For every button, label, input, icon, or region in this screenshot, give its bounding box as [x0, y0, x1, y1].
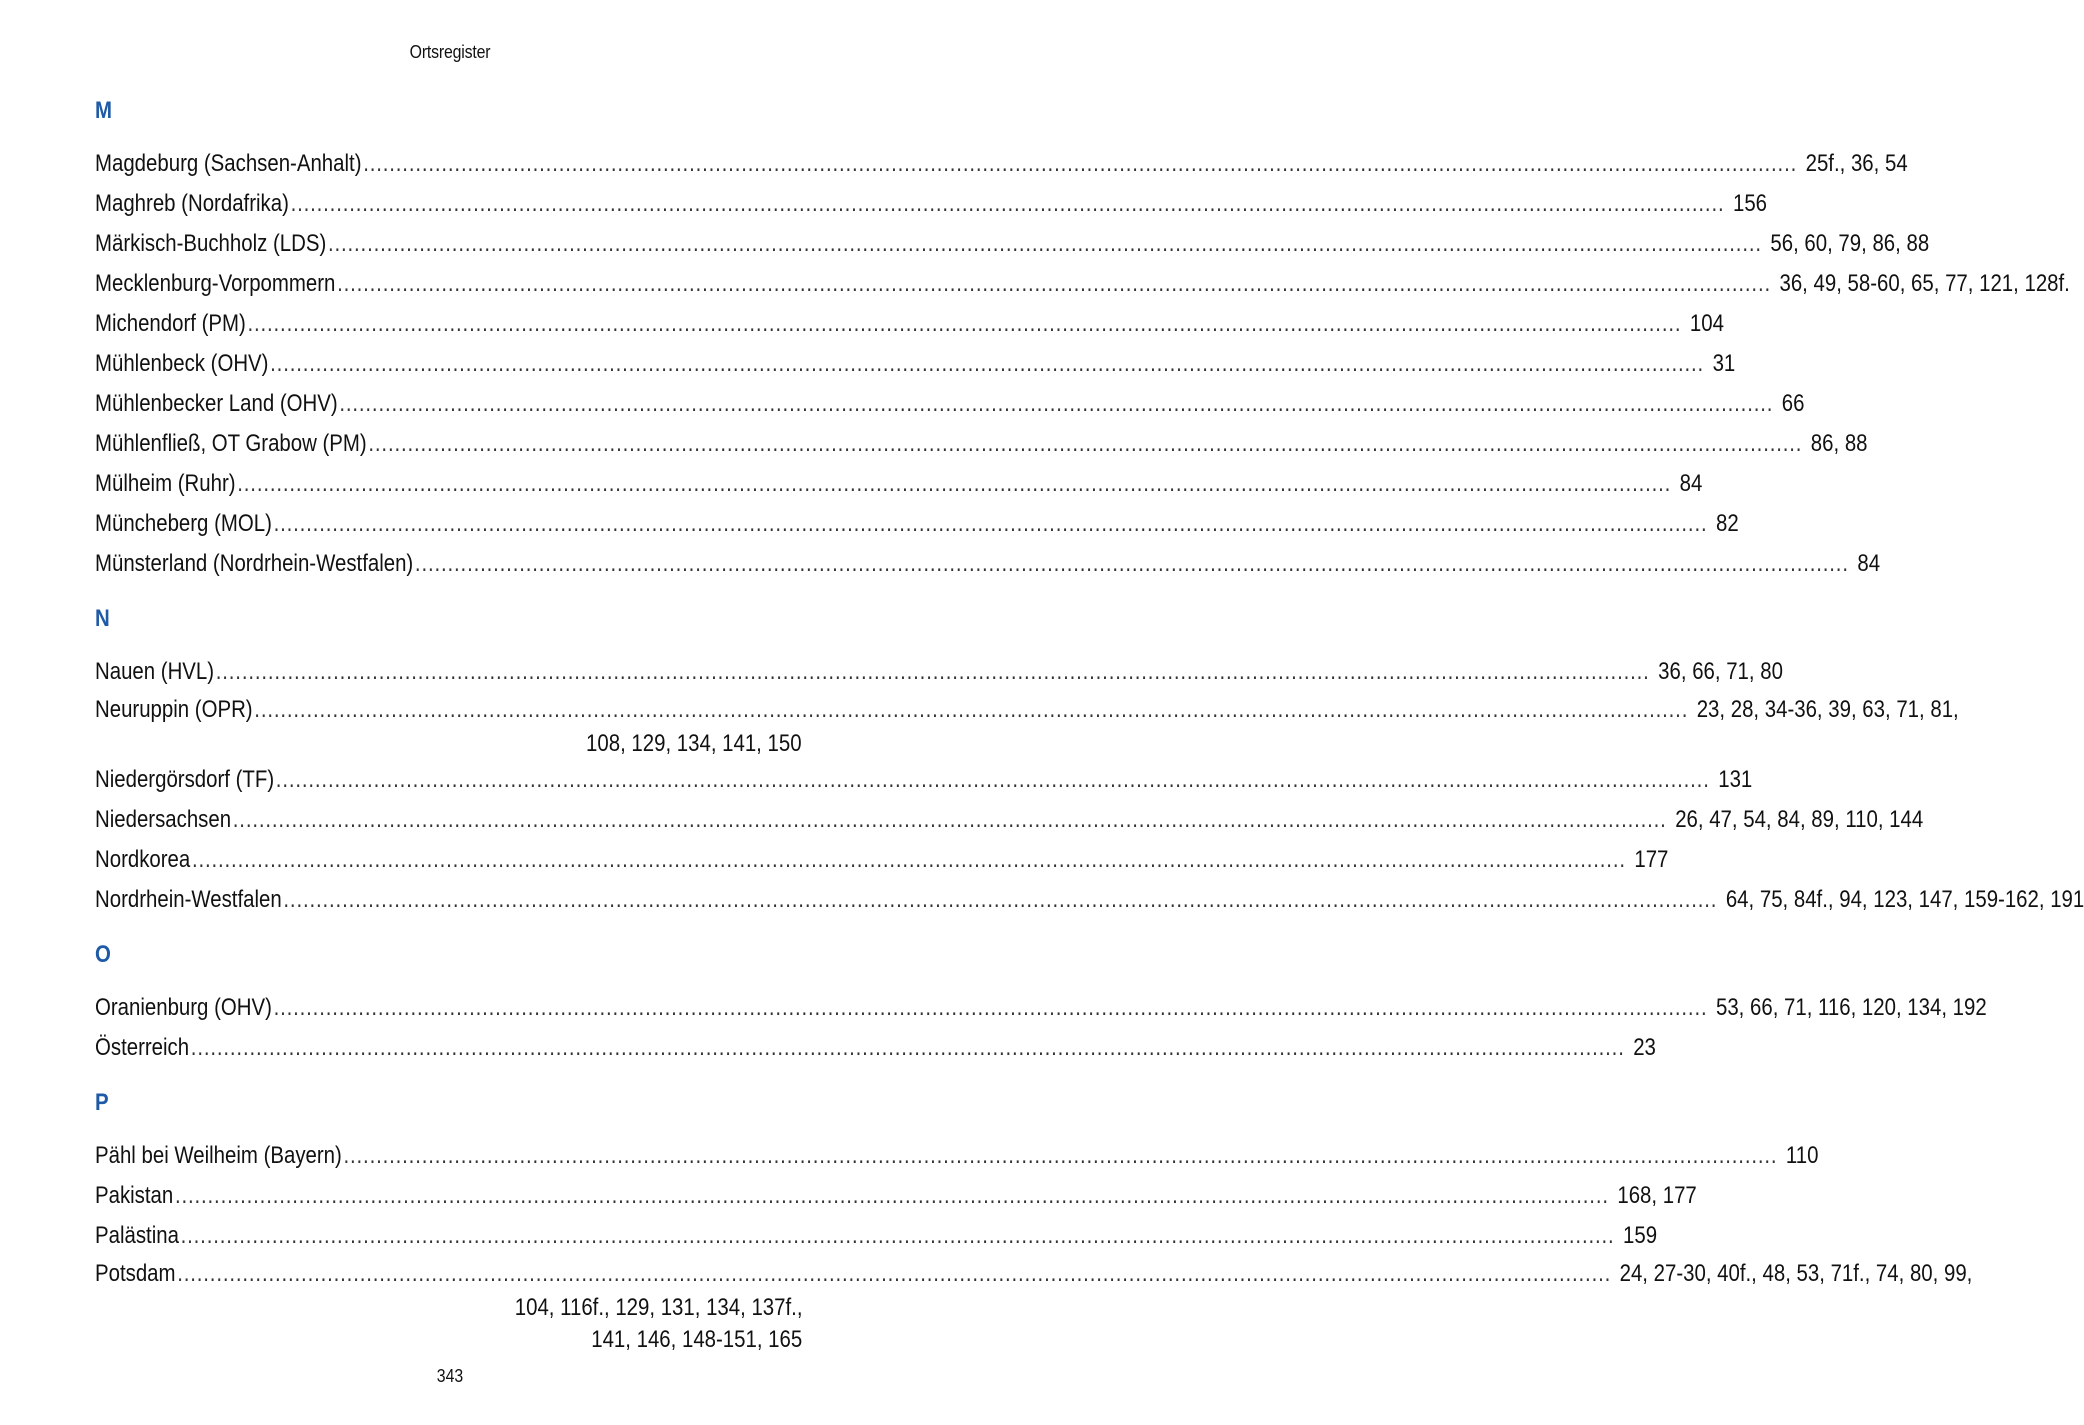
index-entry: [95, 652, 1783, 692]
entry-place-name: Potsdam: [95, 1260, 176, 1287]
index-entry: [95, 880, 2084, 920]
entry-page-refs: 25f., 36, 54: [1805, 150, 1908, 177]
index-content: [95, 96, 2084, 1376]
entry-place-name: Palästina: [95, 1222, 179, 1249]
entry-page-refs: 156: [1732, 190, 1768, 217]
entry-page-refs: 64, 75, 84f., 94, 123, 147, 159-162, 191: [1725, 886, 2084, 913]
index-entry: [95, 264, 2070, 304]
dot-leader: ............................................................................................................................................................................................................................: [247, 310, 1682, 337]
index-entry: [95, 184, 1768, 224]
entry-place-name: Nordrhein-Westfalen: [95, 886, 282, 913]
entry-place-name: Mecklenburg-Vorpommern: [95, 270, 336, 297]
index-entry: [95, 1176, 1697, 1216]
entry-page-refs: 56, 60, 79, 86, 88: [1770, 230, 1930, 257]
entry-page-refs: 53, 66, 71, 116, 120, 134, 192: [1715, 994, 1987, 1021]
entry-page-refs: 84: [1679, 470, 1703, 497]
entry-page-refs: 86, 88: [1810, 430, 1868, 457]
entry-place-name: Niedergörsdorf (TF): [95, 766, 275, 793]
index-entry: [95, 344, 1736, 384]
running-head: Ortsregister: [409, 42, 491, 62]
dot-leader: ............................................................................................................................................................................................................................: [290, 190, 1725, 217]
dot-leader: ............................................................................................................................................................................................................................: [283, 886, 1718, 913]
entry-page-refs: 23: [1633, 1034, 1656, 1061]
entry-place-name: Niedersachsen: [95, 806, 232, 833]
index-section-n: [95, 604, 2084, 920]
entry-place-name: Märkisch-Buchholz (LDS): [95, 230, 327, 257]
entry-page-refs-continued: 141, 146, 148-151, 165: [591, 1326, 802, 1353]
entry-page-refs-continued: 104, 116f., 129, 131, 134, 137f.,: [514, 1294, 802, 1321]
index-entry: [95, 304, 1724, 344]
entry-place-name: Mühlenbecker Land (OHV): [95, 390, 338, 417]
dot-leader: ............................................................................................................................................................................................................................: [337, 270, 1771, 297]
dot-leader: ............................................................................................................................................................................................................................: [180, 1222, 1615, 1249]
index-entry: [95, 504, 1739, 544]
index-entry: [95, 1256, 1973, 1356]
entry-page-refs: 82: [1715, 510, 1739, 537]
index-entry: [95, 384, 1805, 424]
dot-leader: ............................................................................................................................................................................................................................: [339, 390, 1774, 417]
entry-place-name: Pähl bei Weilheim (Bayern): [95, 1142, 342, 1169]
index-entry: [95, 800, 1924, 840]
index-section-o: [95, 940, 1987, 1068]
entry-page-refs: 131: [1718, 766, 1753, 793]
section-letter: O: [95, 941, 111, 968]
entry-place-name: Mülheim (Ruhr): [95, 470, 236, 497]
index-section-m: [95, 96, 2070, 584]
index-entry: [95, 224, 1930, 264]
index-entry: [95, 692, 1959, 760]
entry-page-refs: 36, 66, 71, 80: [1658, 658, 1783, 685]
entry-place-name: Nauen (HVL): [95, 658, 215, 685]
entry-page-refs: 168, 177: [1617, 1182, 1697, 1209]
dot-leader: ............................................................................................................................................................................................................................: [275, 766, 1710, 793]
dot-leader: ............................................................................................................................................................................................................................: [363, 150, 1798, 177]
dot-leader: ............................................................................................................................................................................................................................: [254, 696, 1689, 723]
dot-leader: ............................................................................................................................................................................................................................: [327, 230, 1762, 257]
entry-page-refs: 110: [1785, 1142, 1819, 1169]
entry-page-refs: 159: [1623, 1222, 1658, 1249]
index-entry: [95, 1136, 1819, 1176]
dot-leader: ............................................................................................................................................................................................................................: [232, 806, 1667, 833]
dot-leader: ............................................................................................................................................................................................................................: [414, 550, 1849, 577]
entry-place-name: Neuruppin (OPR): [95, 696, 253, 723]
index-entry: [95, 144, 1908, 184]
entry-page-refs: 23, 28, 34-36, 39, 63, 71, 81,: [1696, 696, 1959, 723]
section-letter: M: [95, 97, 112, 124]
index-entry: [95, 840, 1669, 880]
entry-page-refs: 66: [1781, 390, 1805, 417]
index-entry: [95, 424, 1868, 464]
dot-leader: ............................................................................................................................................................................................................................: [343, 1142, 1778, 1169]
entry-place-name: Pakistan: [95, 1182, 174, 1209]
dot-leader: ............................................................................................................................................................................................................................: [273, 510, 1708, 537]
index-entry: [95, 1216, 1658, 1256]
dot-leader: ............................................................................................................................................................................................................................: [215, 658, 1650, 685]
index-entry: [95, 988, 1987, 1028]
entry-place-name: Oranienburg (OHV): [95, 994, 272, 1021]
entry-place-name: Nordkorea: [95, 846, 191, 873]
index-entry: [95, 464, 1703, 504]
section-letter: N: [95, 605, 110, 632]
entry-page-refs: 24, 27-30, 40f., 48, 53, 71f., 74, 80, 99,: [1619, 1260, 1973, 1287]
entry-place-name: Maghreb (Nordafrika): [95, 190, 289, 217]
entry-page-refs-continued: 108, 129, 134, 141, 150: [586, 730, 802, 757]
dot-leader: ............................................................................................................................................................................................................................: [273, 994, 1708, 1021]
section-letter: P: [95, 1089, 109, 1116]
dot-leader: ............................................................................................................................................................................................................................: [368, 430, 1803, 457]
entry-place-name: Müncheberg (MOL): [95, 510, 272, 537]
index-section-p: [95, 1088, 1973, 1356]
entry-page-refs: 31: [1712, 350, 1736, 377]
index-entry: [95, 760, 1753, 800]
dot-leader: ............................................................................................................................................................................................................................: [237, 470, 1672, 497]
entry-place-name: Mühlenbeck (OHV): [95, 350, 269, 377]
entry-page-refs: 104: [1689, 310, 1724, 337]
index-entry: [95, 544, 1881, 584]
index-entry: [95, 1028, 1656, 1068]
entry-page-refs: 84: [1857, 550, 1881, 577]
dot-leader: ............................................................................................................................................................................................................................: [174, 1182, 1609, 1209]
dot-leader: ............................................................................................................................................................................................................................: [190, 1034, 1625, 1061]
entry-place-name: Österreich: [95, 1034, 190, 1061]
entry-place-name: Mühlenfließ, OT Grabow (PM): [95, 430, 367, 457]
dot-leader: ............................................................................................................................................................................................................................: [191, 846, 1626, 873]
entry-place-name: Münsterland (Nordrhein-Westfalen): [95, 550, 414, 577]
entry-page-refs: 177: [1634, 846, 1669, 873]
entry-place-name: Magdeburg (Sachsen-Anhalt): [95, 150, 362, 177]
entry-page-refs: 26, 47, 54, 84, 89, 110, 144: [1675, 806, 1924, 833]
dot-leader: ............................................................................................................................................................................................................................: [177, 1260, 1612, 1287]
page-number: 343: [436, 1366, 464, 1386]
entry-place-name: Michendorf (PM): [95, 310, 246, 337]
entry-page-refs: 36, 49, 58-60, 65, 77, 121, 128f.: [1779, 270, 2070, 297]
dot-leader: ............................................................................................................................................................................................................................: [270, 350, 1705, 377]
